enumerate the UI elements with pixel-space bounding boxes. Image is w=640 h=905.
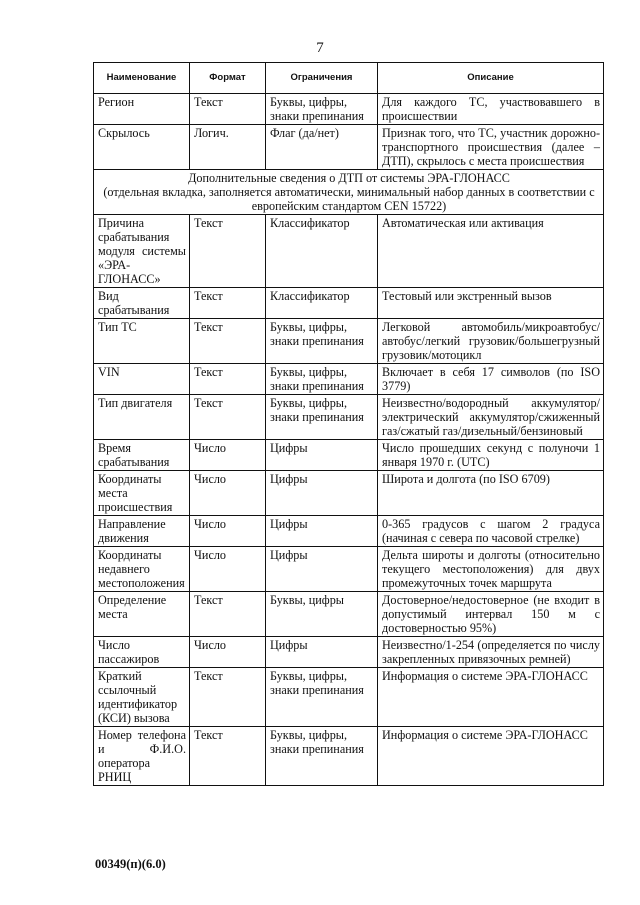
cell-name: VIN bbox=[94, 364, 190, 395]
cell-format: Текст bbox=[190, 592, 266, 637]
table-row bbox=[94, 668, 604, 727]
table-row bbox=[94, 440, 604, 471]
cell-name: Координаты места происшествия bbox=[94, 471, 190, 516]
cell-limits: Буквы, цифры, знаки препинания bbox=[266, 319, 378, 364]
cell-format: Логич. bbox=[190, 125, 266, 170]
cell-name: Число пассажиров bbox=[94, 637, 190, 668]
cell-name: Краткий ссылочный идентификатор (КСИ) вызова bbox=[94, 668, 190, 727]
table-row bbox=[94, 125, 604, 170]
cell-format: Число bbox=[190, 440, 266, 471]
cell-name: Определение места bbox=[94, 592, 190, 637]
cell-limits: Классификатор bbox=[266, 288, 378, 319]
cell-limits: Цифры bbox=[266, 440, 378, 471]
header-format: Формат bbox=[190, 63, 266, 94]
cell-description: 0-365 градусов с шагом 2 градуса (начиная с севера по часовой стрелке) bbox=[378, 516, 604, 547]
cell-name: Направление движения bbox=[94, 516, 190, 547]
table-row bbox=[94, 592, 604, 637]
table-row bbox=[94, 727, 604, 786]
cell-name: Причина срабатывания модуля системы «ЭРА-ГЛОНАСС» bbox=[94, 215, 190, 288]
cell-format: Число bbox=[190, 471, 266, 516]
header-limits: Ограничения bbox=[266, 63, 378, 94]
table-row bbox=[94, 471, 604, 516]
cell-limits: Буквы, цифры, знаки препинания bbox=[266, 364, 378, 395]
cell-name: Тип ТС bbox=[94, 319, 190, 364]
cell-description: Неизвестно/1-254 (определяется по числу закрепленных привязочных ремней) bbox=[378, 637, 604, 668]
cell-description: Легковой автомобиль/микроавтобус/автобус/легкий грузовик/большегрузный грузовик/мотоцикл bbox=[378, 319, 604, 364]
cell-name: Регион bbox=[94, 94, 190, 125]
cell-description: Достоверное/недостоверное (не входит в допустимый интервал 150 м с достоверностью 95%) bbox=[378, 592, 604, 637]
cell-description: Тестовый или экстренный вызов bbox=[378, 288, 604, 319]
cell-description: Число прошедших секунд с полуночи 1 января 1970 г. (UTC) bbox=[378, 440, 604, 471]
cell-limits: Буквы, цифры, знаки препинания bbox=[266, 94, 378, 125]
header-description: Описание bbox=[378, 63, 604, 94]
cell-name: Координаты недавнего местоположения bbox=[94, 547, 190, 592]
table-row bbox=[94, 637, 604, 668]
table-header-row bbox=[94, 63, 604, 94]
cell-limits: Флаг (да/нет) bbox=[266, 125, 378, 170]
cell-description: Информация о системе ЭРА-ГЛОНАСС bbox=[378, 727, 604, 786]
cell-format: Текст bbox=[190, 395, 266, 440]
page-number: 7 bbox=[316, 40, 324, 56]
table-row bbox=[94, 364, 604, 395]
cell-description: Неизвестно/водородный аккумулятор/электрический аккумулятор/сжиженный газ/сжатый газ/дизельный/бензиновый bbox=[378, 395, 604, 440]
cell-format: Текст bbox=[190, 668, 266, 727]
cell-name: Время срабатывания bbox=[94, 440, 190, 471]
table-row bbox=[94, 94, 604, 125]
cell-format: Текст bbox=[190, 364, 266, 395]
section-title: Дополнительные сведения о ДТП от системы ЭРА-ГЛОНАСС bbox=[188, 171, 510, 185]
cell-name: Номер телефона и Ф.И.О. оператора РНИЦ bbox=[94, 727, 190, 786]
cell-format: Число bbox=[190, 516, 266, 547]
table-row bbox=[94, 547, 604, 592]
table-body-bottom bbox=[94, 215, 604, 786]
cell-name: Скрылось bbox=[94, 125, 190, 170]
section-row bbox=[94, 170, 604, 215]
cell-format: Число bbox=[190, 547, 266, 592]
cell-description: Для каждого ТС, участвовавшего в происшествии bbox=[378, 94, 604, 125]
cell-limits: Буквы, цифры bbox=[266, 592, 378, 637]
cell-limits: Цифры bbox=[266, 547, 378, 592]
cell-limits: Цифры bbox=[266, 471, 378, 516]
cell-name: Тип двигателя bbox=[94, 395, 190, 440]
table-row bbox=[94, 395, 604, 440]
cell-limits: Классификатор bbox=[266, 215, 378, 288]
cell-format: Текст bbox=[190, 215, 266, 288]
section-note: (отдельная вкладка, заполняется автоматически, минимальный набор данных в соответствии с европейским стандартом CEN 15722) bbox=[103, 185, 595, 213]
table-row bbox=[94, 215, 604, 288]
cell-limits: Цифры bbox=[266, 637, 378, 668]
cell-name: Вид срабатывания bbox=[94, 288, 190, 319]
cell-description: Информация о системе ЭРА-ГЛОНАСС bbox=[378, 668, 604, 727]
cell-description: Признак того, что ТС, участник дорожно-транспортного происшествия (далее – ДТП), скрылось с места происшествия bbox=[378, 125, 604, 170]
cell-limits: Цифры bbox=[266, 516, 378, 547]
cell-description: Включает в себя 17 символов (по ISO 3779) bbox=[378, 364, 604, 395]
cell-format: Текст bbox=[190, 319, 266, 364]
cell-limits: Буквы, цифры, знаки препинания bbox=[266, 727, 378, 786]
cell-format: Текст bbox=[190, 288, 266, 319]
document-code: 00349(п)(6.0) bbox=[95, 857, 166, 871]
cell-limits: Буквы, цифры, знаки препинания bbox=[266, 395, 378, 440]
cell-format: Текст bbox=[190, 94, 266, 125]
table-row bbox=[94, 288, 604, 319]
header-name: Наименование bbox=[94, 63, 190, 94]
cell-limits: Буквы, цифры, знаки препинания bbox=[266, 668, 378, 727]
cell-description: Широта и долгота (по ISO 6709) bbox=[378, 471, 604, 516]
table-body-top bbox=[94, 94, 604, 170]
cell-description: Автоматическая или активация bbox=[378, 215, 604, 288]
cell-description: Дельта широты и долготы (относительно текущего местоположения) для двух промежуточных точек маршрута bbox=[378, 547, 604, 592]
fields-table bbox=[93, 62, 604, 786]
table-row bbox=[94, 319, 604, 364]
table-row bbox=[94, 516, 604, 547]
section-cell bbox=[94, 170, 604, 215]
cell-format: Число bbox=[190, 637, 266, 668]
cell-format: Текст bbox=[190, 727, 266, 786]
